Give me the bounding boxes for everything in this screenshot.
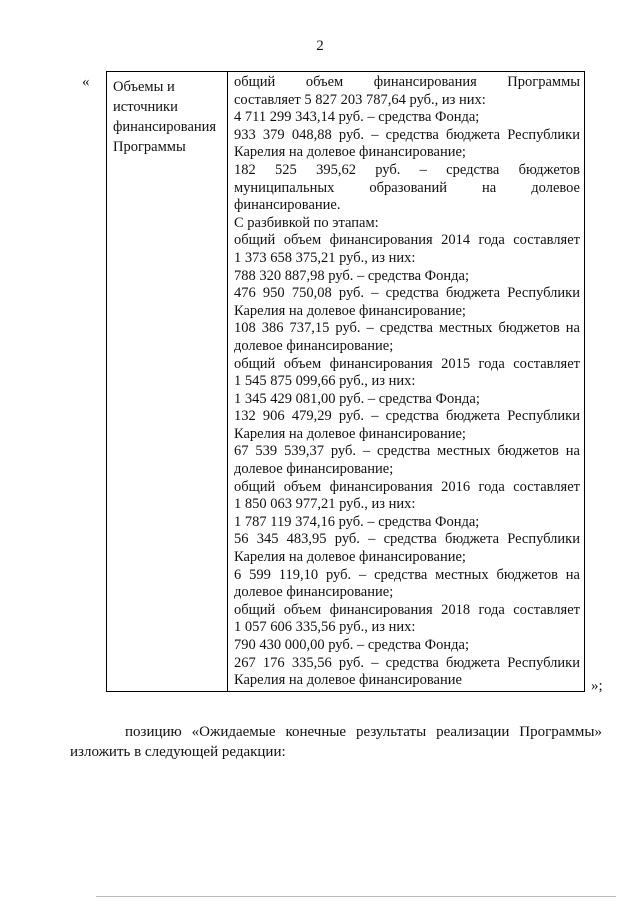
financing-detail-line: 267 176 335,56 руб. – средства бюджета Республики	[234, 654, 580, 671]
row-label-line: источники	[113, 99, 178, 115]
opening-quote-mark: «	[82, 74, 90, 90]
financing-detail-line: общий объем финансирования 2015 года составляет	[234, 355, 580, 372]
financing-detail-line: 1 787 119 374,16 руб. – средства Фонда;	[234, 513, 480, 530]
page-bottom-edge	[96, 896, 616, 897]
financing-details-cell	[228, 72, 584, 691]
financing-detail-line: 790 430 000,00 руб. – средства Фонда;	[234, 637, 469, 653]
financing-detail-line: долевое финансирование;	[234, 337, 394, 354]
financing-detail-line: 788 320 887,98 руб. – средства Фонда;	[234, 267, 469, 284]
row-label-cell	[107, 72, 228, 691]
financing-detail-line: С разбивкой по этапам:	[234, 214, 379, 231]
financing-table	[106, 71, 585, 692]
financing-detail-line: 1 373 658 375,21 руб., из них:	[234, 249, 416, 266]
financing-detail-line: долевое финансирование;	[234, 584, 394, 601]
financing-detail-line: общий объем финансирования Программы	[234, 74, 580, 90]
financing-detail-line: долевое финансирование;	[234, 461, 394, 478]
financing-detail-line: составляет 5 827 203 787,64 руб., из них:	[234, 91, 486, 108]
financing-detail-line: 1 057 606 335,56 руб., из них:	[234, 619, 416, 636]
financing-detail-line: общий объем финансирования 2018 года составляет	[234, 601, 580, 618]
financing-detail-line: Карелия на долевое финансирование;	[234, 425, 466, 442]
financing-detail-line: 132 906 479,29 руб. – средства бюджета Республики	[234, 408, 580, 425]
financing-detail-line: финансирование.	[234, 197, 341, 214]
financing-detail-line: 1 345 429 081,00 руб. – средства Фонда;	[234, 390, 480, 407]
financing-detail-line: общий объем финансирования 2014 года составляет	[234, 232, 580, 249]
financing-detail-line: Карелия на долевое финансирование;	[234, 549, 466, 566]
financing-detail-line: 4 711 299 343,14 руб. – средства Фонда;	[234, 109, 480, 126]
row-label-line: Объемы и	[113, 79, 175, 95]
closing-quote-mark: »;	[591, 678, 603, 694]
paragraph-line: позицию «Ожидаемые конечные результаты реализации Программы»	[125, 724, 602, 740]
financing-detail-line: 1 545 875 099,66 руб., из них:	[234, 373, 416, 390]
financing-detail-line: 182 525 395,62 руб. – средства бюджетов	[234, 161, 580, 178]
financing-detail-line: 108 386 737,15 руб. – средства местных бюджетов на	[234, 320, 580, 337]
row-label-line: Программы	[113, 139, 186, 155]
financing-detail-line: 6 599 119,10 руб. – средства местных бюджетов на	[234, 566, 580, 583]
financing-detail-line: муниципальных образований на долевое	[234, 179, 580, 196]
page-number: 2	[316, 38, 324, 54]
row-label-line: финансирования	[113, 119, 217, 135]
financing-detail-line: 56 345 483,95 руб. – средства бюджета Республики	[234, 531, 580, 548]
amendment-paragraph	[70, 722, 602, 762]
financing-detail-line: 67 539 539,37 руб. – средства местных бюджетов на	[234, 443, 580, 460]
financing-detail-line: 476 950 750,08 руб. – средства бюджета Республики	[234, 285, 580, 302]
financing-detail-line: Карелия на долевое финансирование	[234, 672, 462, 689]
financing-detail-line: 933 379 048,88 руб. – средства бюджета Республики	[234, 126, 580, 143]
financing-detail-line: Карелия на долевое финансирование;	[234, 302, 466, 319]
financing-detail-line: Карелия на долевое финансирование;	[234, 144, 466, 161]
financing-detail-line: 1 850 063 977,21 руб., из них:	[234, 496, 416, 513]
financing-detail-line: общий объем финансирования 2016 года составляет	[234, 478, 580, 495]
paragraph-line: изложить в следующей редакции:	[70, 744, 286, 760]
